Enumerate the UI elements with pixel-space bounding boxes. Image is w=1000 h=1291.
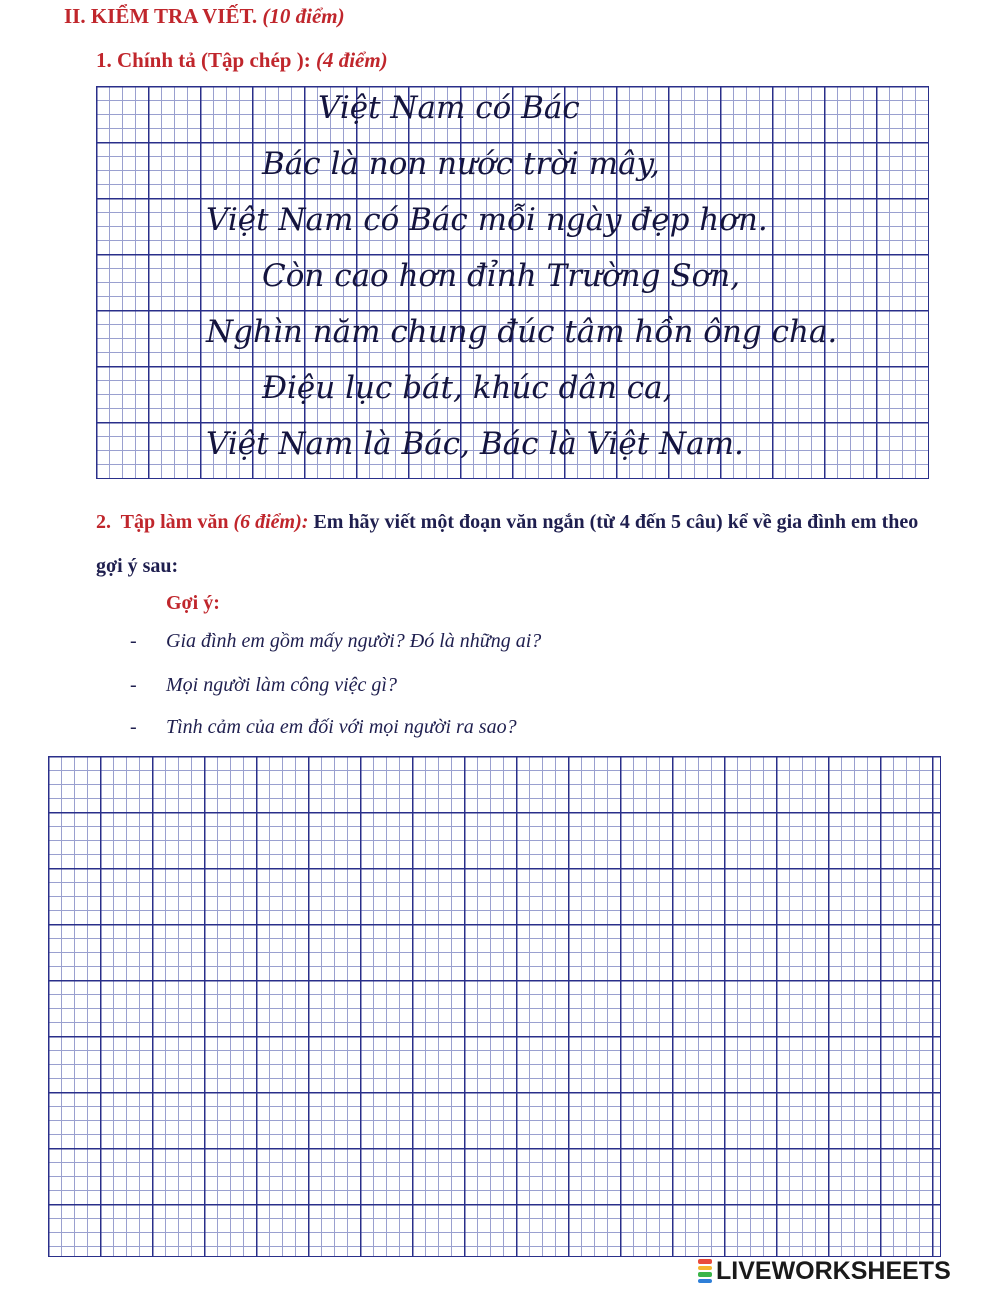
section-points: (10 điểm) — [262, 4, 345, 28]
poem-line: Việt Nam là Bác, Bác là Việt Nam. — [206, 426, 744, 462]
liveworksheets-logo — [698, 1256, 951, 1286]
part2-prompt-text: Em hãy viết một đoạn văn ngắn (từ 4 đến 5 câu) kể về gia đình em theo gợi ý sau: — [96, 511, 919, 577]
poem-line: Điệu lục bát, khúc dân ca, — [262, 370, 673, 406]
logo-bar — [698, 1259, 712, 1264]
part1-points: (4 điểm) — [315, 48, 388, 72]
part2-label: 2. Tập làm văn (6 điểm): — [96, 511, 309, 533]
poem-title: Việt Nam có Bác — [318, 90, 580, 126]
section-title: II. KIỂM TRA VIẾT. (10 điểm) — [64, 4, 345, 28]
poem-line: Nghìn năm chung đúc tâm hồn ông cha. — [206, 314, 838, 350]
worksheet-page: II. KIỂM TRA VIẾT. (10 điểm) 1. Chính tả (Tập chép ): (4 điểm) Việt Nam có Bác Bác là non nước trời mây, Việt Nam có Bác mỗi ngày đẹp hơn. Còn cao hơn đỉnh Trường Sơn, Nghìn năm chung đúc tâm hồn ông cha. Điệu lục bát, khúc dân ca, Việt Nam là Bác, Bác là Việt Nam. 2. Tập làm văn (6 điểm): Em hãy viết một đoạn văn ngắn (từ 4 đến 5 câu) kể về gia đình em theo gợi ý sau: Gợi ý: - Gia đình em gồm mấy người? Đó là những ai? - Mọi người làm công việc gì? - Tình cảm của em đối với mọi người ra sao? LIVEWORKSHEETS — [0, 0, 1000, 1291]
logo-bar — [698, 1266, 712, 1271]
writing-grid-input[interactable] — [48, 756, 941, 1257]
hint-title: Gợi ý: — [166, 592, 220, 614]
logo-text: LIVEWORKSHEETS — [716, 1256, 951, 1285]
poem-line: Bác là non nước trời mây, — [262, 146, 660, 182]
logo-bar — [698, 1279, 712, 1284]
poem-line: Còn cao hơn đỉnh Trường Sơn, — [262, 258, 741, 294]
poem-line: Việt Nam có Bác mỗi ngày đẹp hơn. — [206, 202, 768, 238]
logo-mark-icon — [698, 1258, 712, 1284]
logo-bar — [698, 1272, 712, 1277]
part1-title: 1. Chính tả (Tập chép ): (4 điểm) — [96, 48, 388, 72]
part2-prompt — [96, 500, 946, 588]
